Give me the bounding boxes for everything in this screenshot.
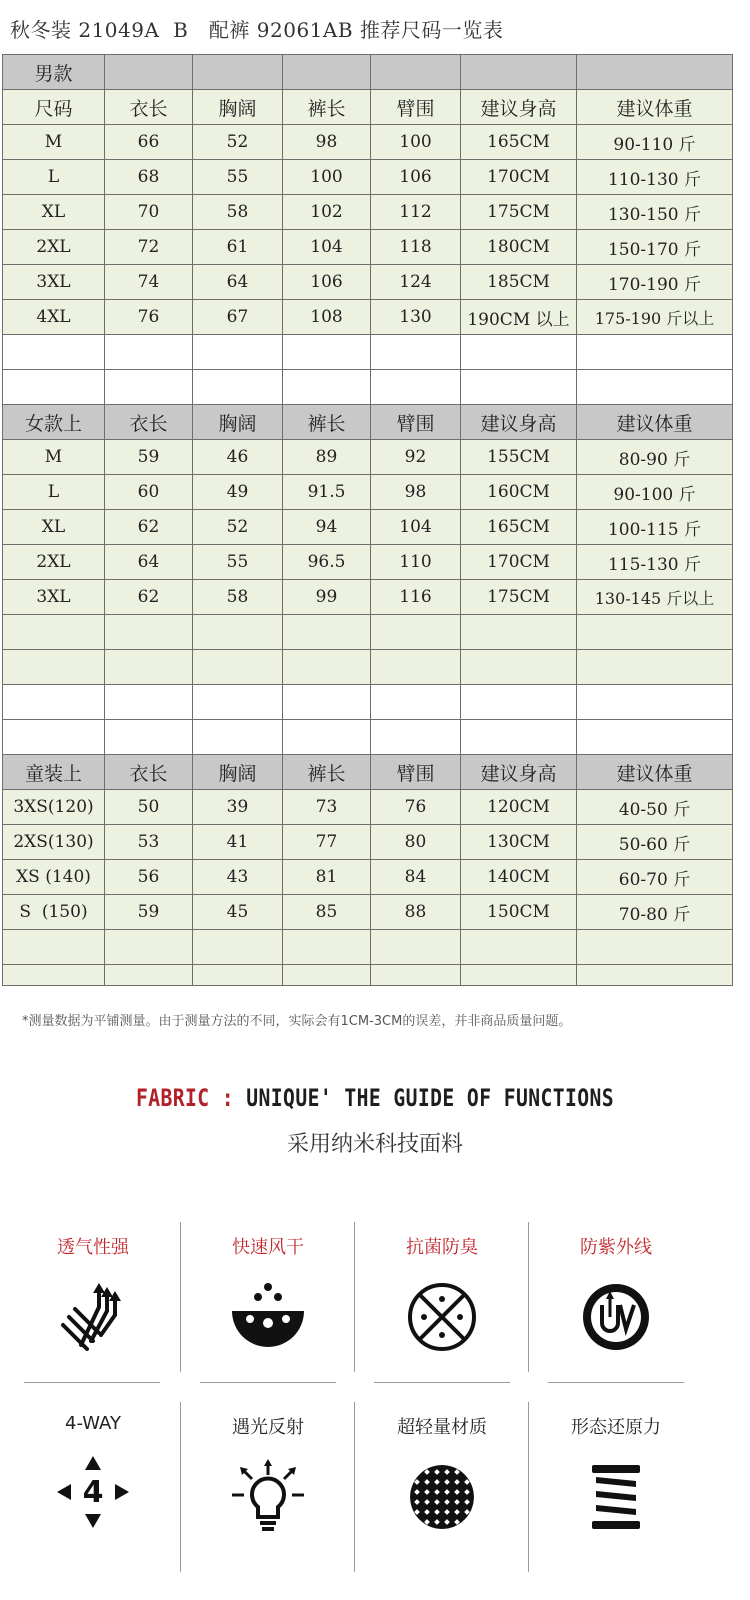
data-cell: 130 (371, 300, 461, 335)
four-way-stretch-icon (53, 1452, 133, 1532)
data-cell: 98 (283, 125, 371, 160)
header-cell: 建议体重 (577, 755, 733, 790)
data-cell: 64 (193, 265, 283, 300)
data-cell: 68 (105, 160, 193, 195)
data-cell: 62 (105, 580, 193, 615)
data-cell: 62 (105, 510, 193, 545)
data-cell: 100 (283, 160, 371, 195)
data-cell: 60-70 斤 (577, 860, 733, 895)
data-cell: 55 (193, 160, 283, 195)
header-cell: 衣长 (105, 90, 193, 125)
size-cell: L (3, 475, 105, 510)
data-cell: 88 (371, 895, 461, 930)
data-cell: 43 (193, 860, 283, 895)
data-cell: 185CM (461, 265, 577, 300)
divider (200, 1382, 336, 1383)
data-cell: 90-100 斤 (577, 475, 733, 510)
header-cell: 臂围 (371, 90, 461, 125)
header-cell: 胸阔 (193, 755, 283, 790)
data-cell: 92 (371, 440, 461, 475)
data-cell: 104 (283, 230, 371, 265)
data-cell: 112 (371, 195, 461, 230)
size-cell: 2XL (3, 230, 105, 265)
data-cell: 84 (371, 860, 461, 895)
antibacterial-icon (402, 1277, 482, 1357)
data-cell: 175CM (461, 195, 577, 230)
women-section-label: 女款上 (3, 405, 105, 440)
data-cell: 104 (371, 510, 461, 545)
data-cell: 77 (283, 825, 371, 860)
feature-antibacterial (357, 1233, 527, 1357)
men-section-label: 男款 (3, 55, 105, 90)
feature-label: 形态还原力 (571, 1417, 661, 1438)
data-cell: 190CM 以上 (461, 300, 577, 335)
data-cell: 118 (371, 230, 461, 265)
data-cell: 160CM (461, 475, 577, 510)
data-cell: 76 (371, 790, 461, 825)
data-cell: 76 (105, 300, 193, 335)
data-cell: 61 (193, 230, 283, 265)
header-cell: 裤长 (283, 90, 371, 125)
fabric-subtitle: 采用纳米科技面料 (286, 1132, 463, 1157)
data-cell: 52 (193, 125, 283, 160)
data-cell: 66 (105, 125, 193, 160)
data-cell: 180CM (461, 230, 577, 265)
uv-protection-icon (576, 1277, 656, 1357)
size-cell: M (3, 440, 105, 475)
data-cell: 81 (283, 860, 371, 895)
data-cell: 175-190 斤以上 (577, 300, 733, 335)
size-cell: 3XL (3, 265, 105, 300)
data-cell: 100 (371, 125, 461, 160)
header-cell: 建议身高 (461, 90, 577, 125)
header-cell: 胸阔 (193, 90, 283, 125)
data-cell: 67 (193, 300, 283, 335)
data-cell: 40-50 斤 (577, 790, 733, 825)
header-cell: 衣长 (105, 405, 193, 440)
breathable-icon (53, 1277, 133, 1357)
size-cell: 2XS(130) (3, 825, 105, 860)
svg-text:4: 4 (82, 1475, 104, 1510)
data-cell: 50 (105, 790, 193, 825)
data-cell: 58 (193, 580, 283, 615)
data-cell: 165CM (461, 510, 577, 545)
data-cell: 50-60 斤 (577, 825, 733, 860)
size-cell: 2XL (3, 545, 105, 580)
header-cell: 臂围 (371, 405, 461, 440)
feature-label: 透气性强 (57, 1237, 129, 1258)
divider (180, 1402, 181, 1572)
kids-section-label: 童装上 (3, 755, 105, 790)
feature-four-way (8, 1413, 178, 1532)
divider (354, 1222, 355, 1372)
divider (354, 1402, 355, 1572)
header-cell: 建议身高 (461, 755, 577, 790)
data-cell: 99 (283, 580, 371, 615)
feature-label: 4-WAY (65, 1413, 121, 1434)
feature-label: 快速风干 (232, 1237, 304, 1258)
quick-dry-icon (228, 1277, 308, 1357)
data-cell: 60 (105, 475, 193, 510)
feature-label: 遇光反射 (232, 1417, 304, 1438)
data-cell: 110 (371, 545, 461, 580)
data-cell: 80 (371, 825, 461, 860)
header-cell: 尺码 (3, 90, 105, 125)
data-cell: 106 (283, 265, 371, 300)
data-cell: 98 (371, 475, 461, 510)
feature-lightweight (357, 1413, 527, 1537)
size-cell: XL (3, 195, 105, 230)
data-cell: 91.5 (283, 475, 371, 510)
data-cell: 106 (371, 160, 461, 195)
data-cell: 74 (105, 265, 193, 300)
data-cell: 72 (105, 230, 193, 265)
data-cell: 116 (371, 580, 461, 615)
data-cell: 45 (193, 895, 283, 930)
data-cell: 150-170 斤 (577, 230, 733, 265)
feature-shape-recovery (531, 1413, 701, 1537)
data-cell: 140CM (461, 860, 577, 895)
header-cell: 胸阔 (193, 405, 283, 440)
data-cell: 39 (193, 790, 283, 825)
feature-quick-dry (183, 1233, 353, 1357)
data-cell: 53 (105, 825, 193, 860)
feature-uv-protection (531, 1233, 701, 1357)
data-cell: 120CM (461, 790, 577, 825)
divider (374, 1382, 510, 1383)
divider (180, 1222, 181, 1372)
data-cell: 46 (193, 440, 283, 475)
data-cell: 80-90 斤 (577, 440, 733, 475)
header-cell: 建议体重 (577, 405, 733, 440)
size-cell: S (150) (3, 895, 105, 930)
header-cell: 建议身高 (461, 405, 577, 440)
data-cell: 58 (193, 195, 283, 230)
feature-label: 抗菌防臭 (406, 1237, 478, 1258)
header-cell: 建议体重 (577, 90, 733, 125)
measurement-note: *测量数据为平铺测量。由于测量方法的不同，实际会有1CM-3CM的误差，并非商品质量问题。 (22, 1014, 572, 1029)
data-cell: 96.5 (283, 545, 371, 580)
data-cell: 89 (283, 440, 371, 475)
data-cell: 85 (283, 895, 371, 930)
data-cell: 100-115 斤 (577, 510, 733, 545)
data-cell: 59 (105, 895, 193, 930)
size-cell: XL (3, 510, 105, 545)
data-cell: 170CM (461, 545, 577, 580)
spring-recovery-icon (576, 1457, 656, 1537)
header-cell: 臂围 (371, 755, 461, 790)
fabric-label: FABRIC : (135, 1084, 235, 1112)
data-cell: 55 (193, 545, 283, 580)
data-cell: 130-145 斤以上 (577, 580, 733, 615)
header-cell: 裤长 (283, 405, 371, 440)
data-cell: 70-80 斤 (577, 895, 733, 930)
light-reflect-icon (228, 1457, 308, 1537)
data-cell: 102 (283, 195, 371, 230)
lightweight-mesh-icon (402, 1457, 482, 1537)
data-cell: 175CM (461, 580, 577, 615)
data-cell: 41 (193, 825, 283, 860)
data-cell: 124 (371, 265, 461, 300)
data-cell: 170CM (461, 160, 577, 195)
data-cell: 155CM (461, 440, 577, 475)
data-cell: 150CM (461, 895, 577, 930)
size-cell: 3XL (3, 580, 105, 615)
data-cell: 110-130 斤 (577, 160, 733, 195)
data-cell: 52 (193, 510, 283, 545)
page-title: 秋冬装 21049A B 配裤 92061AB 推荐尺码一览表 (10, 18, 504, 42)
data-cell: 115-130 斤 (577, 545, 733, 580)
data-cell: 130CM (461, 825, 577, 860)
data-cell: 165CM (461, 125, 577, 160)
size-cell: XS (140) (3, 860, 105, 895)
data-cell: 170-190 斤 (577, 265, 733, 300)
feature-reflective (183, 1413, 353, 1537)
data-cell: 70 (105, 195, 193, 230)
size-cell: 4XL (3, 300, 105, 335)
header-cell: 衣长 (105, 755, 193, 790)
data-cell: 56 (105, 860, 193, 895)
fabric-tagline: UNIQUE' THE GUIDE OF FUNCTIONS (234, 1084, 615, 1112)
feature-label: 超轻量材质 (397, 1417, 487, 1438)
data-cell: 94 (283, 510, 371, 545)
data-cell: 59 (105, 440, 193, 475)
divider (528, 1402, 529, 1572)
data-cell: 90-110 斤 (577, 125, 733, 160)
data-cell: 64 (105, 545, 193, 580)
size-cell: 3XS(120) (3, 790, 105, 825)
data-cell: 49 (193, 475, 283, 510)
feature-breathable (8, 1233, 178, 1357)
divider (24, 1382, 160, 1383)
data-cell: 108 (283, 300, 371, 335)
data-cell: 73 (283, 790, 371, 825)
size-cell: M (3, 125, 105, 160)
data-cell: 130-150 斤 (577, 195, 733, 230)
divider (548, 1382, 684, 1383)
divider (528, 1222, 529, 1372)
header-cell: 裤长 (283, 755, 371, 790)
feature-label: 防紫外线 (580, 1237, 652, 1258)
size-cell: L (3, 160, 105, 195)
